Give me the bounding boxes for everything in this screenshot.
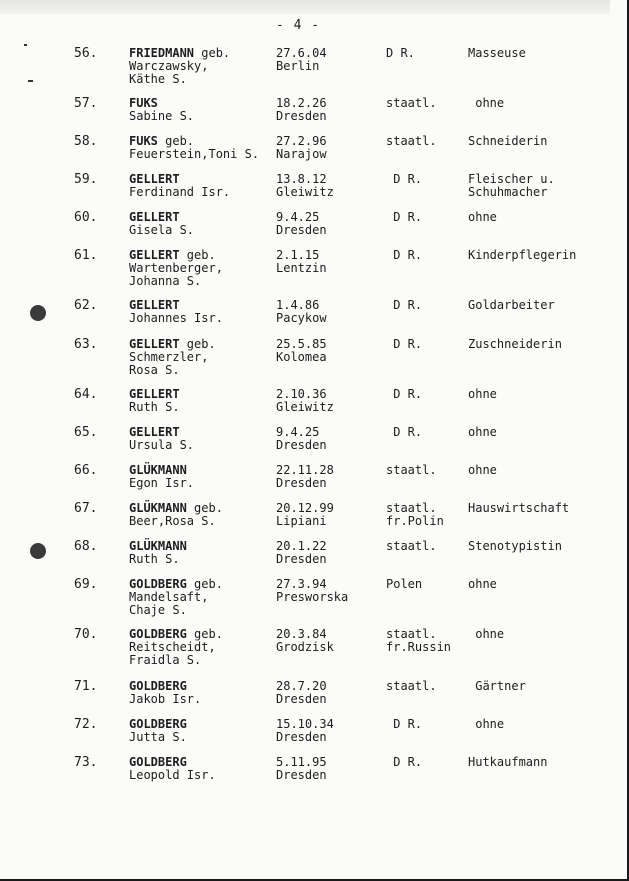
name-line: Chaje S. bbox=[129, 603, 187, 617]
name-line: Käthe S. bbox=[129, 72, 187, 86]
name-line: Jutta S. bbox=[129, 730, 187, 744]
scan-speck bbox=[24, 44, 27, 46]
surname: GLÜKMANN bbox=[129, 463, 187, 477]
entry-name bbox=[129, 540, 187, 566]
occupation bbox=[468, 135, 547, 148]
surname: GELLERT bbox=[129, 425, 180, 439]
entry-number: 64. bbox=[74, 387, 98, 402]
surname: GOLDBERG bbox=[129, 679, 187, 693]
surname: FUKS bbox=[129, 96, 158, 110]
birth-info bbox=[276, 299, 327, 325]
birth-place: Gleiwitz bbox=[276, 400, 334, 414]
entry-name bbox=[129, 628, 223, 667]
entry-number: 59. bbox=[74, 172, 98, 187]
occupation bbox=[468, 47, 526, 60]
name-line: Sabine S. bbox=[129, 109, 195, 123]
birth-info bbox=[276, 718, 334, 744]
name-line: Beer,Rosa S. bbox=[129, 514, 216, 528]
punch-hole bbox=[30, 305, 46, 321]
name-line: Gisela S. bbox=[129, 223, 195, 237]
citizenship bbox=[386, 211, 422, 224]
citizenship-line: D R. bbox=[386, 755, 423, 769]
birth-date: 28.7.20 bbox=[276, 679, 327, 693]
citizenship-line: D R. bbox=[386, 337, 423, 351]
name-suffix: geb. bbox=[186, 627, 223, 641]
entry-number: 71. bbox=[74, 679, 98, 694]
occupation bbox=[468, 249, 576, 262]
occupation-line: Kinderpflegerin bbox=[468, 248, 577, 262]
occupation-line: ohne bbox=[468, 627, 505, 641]
occupation-line: ohne bbox=[468, 210, 497, 224]
citizenship-line: D R. bbox=[386, 717, 423, 731]
citizenship bbox=[386, 756, 422, 769]
birth-place: Lipiani bbox=[276, 514, 327, 528]
entry-number: 69. bbox=[74, 577, 98, 592]
occupation bbox=[468, 388, 497, 401]
occupation bbox=[468, 299, 555, 312]
occupation-line: Goldarbeiter bbox=[468, 298, 555, 312]
citizenship bbox=[386, 502, 444, 528]
entry-name bbox=[129, 680, 201, 706]
citizenship-line: staatl. bbox=[386, 134, 437, 148]
occupation bbox=[468, 540, 562, 553]
citizenship bbox=[386, 680, 437, 693]
surname: GELLERT bbox=[129, 210, 180, 224]
entry-number: 57. bbox=[74, 96, 98, 111]
entry-number: 66. bbox=[74, 463, 98, 478]
occupation bbox=[468, 718, 504, 731]
citizenship-line: D R. bbox=[386, 248, 423, 262]
entry-number: 67. bbox=[74, 501, 98, 516]
surname: GOLDBERG bbox=[129, 577, 187, 591]
birth-info bbox=[276, 338, 327, 364]
name-line: Feuerstein,Toni S. bbox=[129, 147, 260, 161]
birth-place: Berlin bbox=[276, 59, 320, 73]
name-line: Ferdinand Isr. bbox=[129, 185, 231, 199]
name-line: Wartenberger, bbox=[129, 261, 223, 275]
name-line: Egon Isr. bbox=[129, 476, 195, 490]
birth-date: 27.3.94 bbox=[276, 577, 327, 591]
citizenship-line: D R. bbox=[386, 387, 423, 401]
citizenship-line: D R. bbox=[386, 210, 423, 224]
entry-name bbox=[129, 173, 230, 199]
occupation bbox=[468, 502, 569, 515]
surname: FRIEDMANN bbox=[129, 46, 195, 60]
birth-date: 22.11.28 bbox=[276, 463, 334, 477]
birth-place: Grodzisk bbox=[276, 640, 334, 654]
citizenship bbox=[386, 388, 422, 401]
occupation bbox=[468, 97, 504, 110]
birth-place: Pacykow bbox=[276, 311, 327, 325]
birth-info bbox=[276, 502, 334, 528]
occupation-line: Schuhmacher bbox=[468, 185, 548, 199]
entry-name bbox=[129, 464, 194, 490]
occupation-line: Masseuse bbox=[468, 46, 526, 60]
birth-date: 27.2.96 bbox=[276, 134, 327, 148]
name-suffix: geb. bbox=[186, 501, 223, 515]
scan-top-band bbox=[0, 0, 610, 14]
entry-name bbox=[129, 338, 216, 377]
birth-date: 25.5.85 bbox=[276, 337, 327, 351]
scan-speck bbox=[28, 80, 33, 82]
occupation-line: Stenotypistin bbox=[468, 539, 562, 553]
birth-date: 13.8.12 bbox=[276, 172, 327, 186]
citizenship bbox=[386, 464, 437, 477]
birth-info bbox=[276, 578, 348, 604]
entry-name bbox=[129, 718, 187, 744]
citizenship bbox=[386, 47, 415, 60]
citizenship-line: D R. bbox=[386, 172, 423, 186]
birth-date: 1.4.86 bbox=[276, 298, 320, 312]
name-line: Rosa S. bbox=[129, 363, 180, 377]
page-number: - 4 - bbox=[276, 18, 321, 33]
entry-name bbox=[129, 578, 223, 617]
occupation-line: ohne bbox=[468, 577, 497, 591]
birth-date: 20.1.22 bbox=[276, 539, 327, 553]
citizenship bbox=[386, 578, 422, 591]
birth-date: 9.4.25 bbox=[276, 210, 320, 224]
birth-place: Dresden bbox=[276, 223, 327, 237]
occupation bbox=[468, 464, 497, 477]
citizenship bbox=[386, 97, 437, 110]
birth-place: Presworska bbox=[276, 590, 349, 604]
birth-date: 27.6.04 bbox=[276, 46, 327, 60]
birth-date: 15.10.34 bbox=[276, 717, 334, 731]
birth-info bbox=[276, 97, 327, 123]
birth-info bbox=[276, 628, 334, 654]
citizenship bbox=[386, 540, 437, 553]
birth-date: 5.11.95 bbox=[276, 755, 327, 769]
citizenship-line: staatl. bbox=[386, 96, 437, 110]
surname: FUKS bbox=[129, 134, 158, 148]
occupation bbox=[468, 173, 555, 199]
surname: GELLERT bbox=[129, 298, 180, 312]
entry-number: 72. bbox=[74, 717, 98, 732]
entry-number: 63. bbox=[74, 337, 98, 352]
surname: GOLDBERG bbox=[129, 627, 187, 641]
birth-place: Dresden bbox=[276, 552, 327, 566]
citizenship-line: fr.Polin bbox=[386, 514, 444, 528]
entry-number: 56. bbox=[74, 46, 98, 61]
entry-name bbox=[129, 299, 223, 325]
name-line: Leopold Isr. bbox=[129, 768, 216, 782]
citizenship-line: fr.Russin bbox=[386, 640, 452, 654]
occupation-line: Fleischer u. bbox=[468, 172, 555, 186]
occupation-line: Hutkaufmann bbox=[468, 755, 548, 769]
citizenship-line: staatl. bbox=[386, 627, 437, 641]
name-line: Ruth S. bbox=[129, 552, 180, 566]
birth-place: Dresden bbox=[276, 109, 327, 123]
name-suffix: geb. bbox=[194, 46, 231, 60]
birth-place: Lentzin bbox=[276, 261, 327, 275]
name-line: Jakob Isr. bbox=[129, 692, 202, 706]
name-line: Mandelsaft, bbox=[129, 590, 209, 604]
entry-number: 58. bbox=[74, 134, 98, 149]
entry-name bbox=[129, 47, 230, 86]
entry-number: 60. bbox=[74, 210, 98, 225]
entry-number: 73. bbox=[74, 755, 98, 770]
entry-name bbox=[129, 97, 194, 123]
occupation-line: Zuschneiderin bbox=[468, 337, 562, 351]
name-line: Johanna S. bbox=[129, 274, 202, 288]
citizenship-line: staatl. bbox=[386, 539, 437, 553]
citizenship bbox=[386, 628, 451, 654]
birth-date: 9.4.25 bbox=[276, 425, 320, 439]
citizenship bbox=[386, 173, 422, 186]
citizenship-line: staatl. bbox=[386, 679, 437, 693]
birth-date: 20.3.84 bbox=[276, 627, 327, 641]
birth-place: Dresden bbox=[276, 768, 327, 782]
occupation bbox=[468, 426, 497, 439]
birth-info bbox=[276, 211, 327, 237]
entry-name bbox=[129, 756, 216, 782]
surname: GLÜKMANN bbox=[129, 501, 187, 515]
occupation-line: Schneiderin bbox=[468, 134, 548, 148]
citizenship-line: D R. bbox=[386, 425, 423, 439]
citizenship-line: D R. bbox=[386, 298, 423, 312]
occupation-line: Gärtner bbox=[468, 679, 526, 693]
occupation bbox=[468, 211, 497, 224]
surname: GELLERT bbox=[129, 387, 180, 401]
birth-place: Kolomea bbox=[276, 350, 327, 364]
occupation-line: ohne bbox=[468, 463, 497, 477]
entry-name bbox=[129, 388, 180, 414]
surname: GLÜKMANN bbox=[129, 539, 187, 553]
citizenship bbox=[386, 718, 422, 731]
name-suffix: geb. bbox=[179, 337, 216, 351]
birth-info bbox=[276, 680, 327, 706]
birth-info bbox=[276, 135, 327, 161]
birth-info bbox=[276, 249, 327, 275]
birth-info bbox=[276, 464, 334, 490]
occupation-line: ohne bbox=[468, 387, 497, 401]
occupation-line: Hauswirtschaft bbox=[468, 501, 570, 515]
citizenship bbox=[386, 426, 422, 439]
occupation bbox=[468, 578, 497, 591]
entry-number: 62. bbox=[74, 298, 98, 313]
birth-place: Narajow bbox=[276, 147, 327, 161]
citizenship-line: staatl. bbox=[386, 501, 437, 515]
citizenship bbox=[386, 338, 422, 351]
birth-info bbox=[276, 540, 327, 566]
occupation-line: ohne bbox=[468, 425, 497, 439]
birth-place: Dresden bbox=[276, 438, 327, 452]
entry-number: 68. bbox=[74, 539, 98, 554]
entry-name bbox=[129, 502, 223, 528]
punch-hole bbox=[30, 543, 46, 559]
birth-info bbox=[276, 47, 327, 73]
citizenship-line: Polen bbox=[386, 577, 423, 591]
entry-number: 65. bbox=[74, 425, 98, 440]
birth-date: 18.2.26 bbox=[276, 96, 327, 110]
citizenship bbox=[386, 299, 422, 312]
entry-name bbox=[129, 249, 223, 288]
birth-place: Dresden bbox=[276, 730, 327, 744]
birth-info bbox=[276, 388, 334, 414]
occupation bbox=[468, 756, 547, 769]
name-line: Reitscheidt, bbox=[129, 640, 216, 654]
birth-date: 2.1.15 bbox=[276, 248, 320, 262]
surname: GELLERT bbox=[129, 337, 180, 351]
entry-name bbox=[129, 211, 194, 237]
birth-info bbox=[276, 426, 327, 452]
birth-info bbox=[276, 173, 334, 199]
occupation bbox=[468, 628, 504, 641]
surname: GELLERT bbox=[129, 172, 180, 186]
birth-place: Gleiwitz bbox=[276, 185, 334, 199]
occupation-line: ohne bbox=[468, 717, 505, 731]
name-suffix: geb. bbox=[179, 248, 216, 262]
occupation-line: ohne bbox=[468, 96, 505, 110]
birth-info bbox=[276, 756, 327, 782]
name-line: Ursula S. bbox=[129, 438, 195, 452]
birth-place: Dresden bbox=[276, 692, 327, 706]
name-line: Warczawsky, bbox=[129, 59, 209, 73]
birth-date: 20.12.99 bbox=[276, 501, 334, 515]
occupation bbox=[468, 680, 526, 693]
citizenship-line: D R. bbox=[386, 46, 415, 60]
entry-number: 70. bbox=[74, 627, 98, 642]
surname: GELLERT bbox=[129, 248, 180, 262]
name-line: Johannes Isr. bbox=[129, 311, 223, 325]
birth-date: 2.10.36 bbox=[276, 387, 327, 401]
surname: GOLDBERG bbox=[129, 755, 187, 769]
surname: GOLDBERG bbox=[129, 717, 187, 731]
occupation bbox=[468, 338, 562, 351]
name-line: Fraidla S. bbox=[129, 653, 202, 667]
entry-name bbox=[129, 426, 194, 452]
entry-name bbox=[129, 135, 259, 161]
name-suffix: geb. bbox=[186, 577, 223, 591]
citizenship bbox=[386, 249, 422, 262]
citizenship-line: staatl. bbox=[386, 463, 437, 477]
entry-number: 61. bbox=[74, 248, 98, 263]
citizenship bbox=[386, 135, 437, 148]
name-suffix: geb. bbox=[157, 134, 195, 148]
name-line: Ruth S. bbox=[129, 400, 180, 414]
name-line: Schmerzler, bbox=[129, 350, 209, 364]
birth-place: Dresden bbox=[276, 476, 327, 490]
